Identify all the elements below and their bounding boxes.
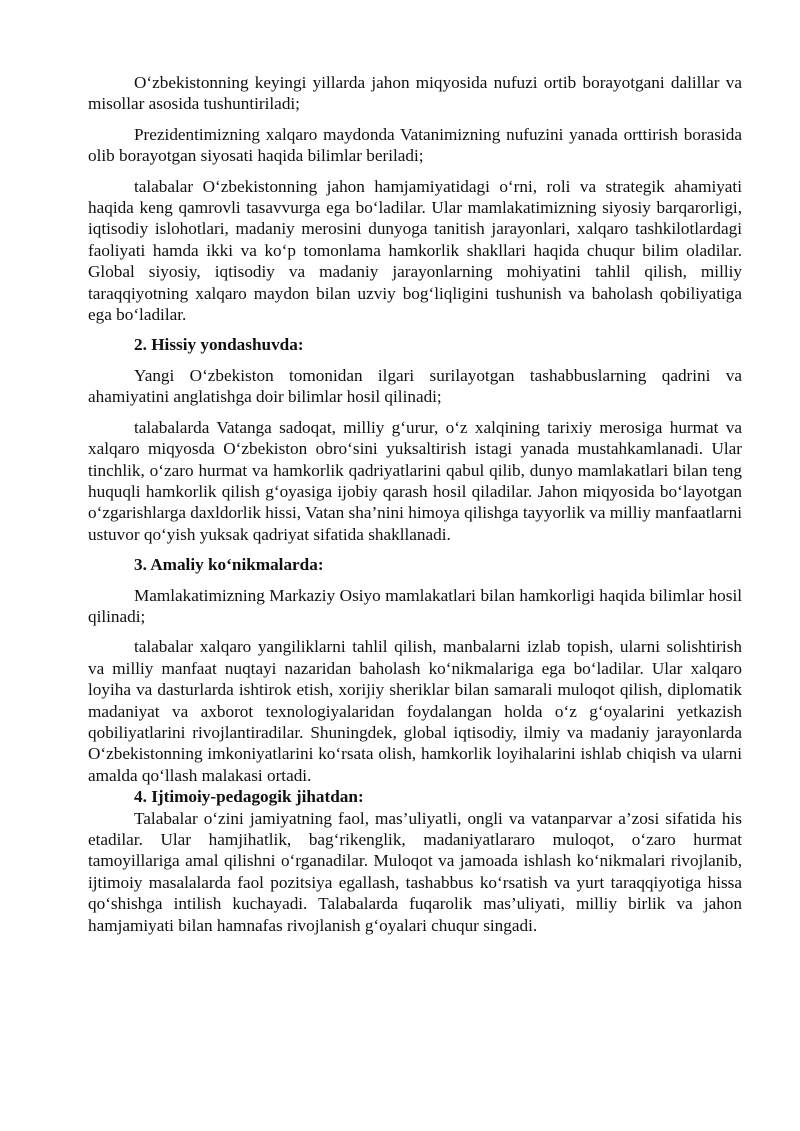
heading-emotional-approach: 2. Hissiy yondashuvda: <box>134 335 304 355</box>
paragraph-students-patriotism: talabalarda Vatanga sadoqat, milliy g‘urur, o‘z xalqining tarixiy merosiga hurmat va xalqaro miqyosda O‘zbekiston obro‘sini yuksaltirish istagi yanada mustahkamlanadi. Ular tinchlik, o‘zaro hurmat va hamkorlik qadriyatlarini qabul qilib, dunyo mamlakatlari bilan teng huquqli hamkorlik qilish g‘oyasiga ijobiy qarash hosil qiladilar. Jahon miqyosida bo‘layotgan o‘zgarishlarga daxldorlik hissi, Vatan sha’nini himoya qilishga tayyorlik va milliy manfaatlarni ustuvor qo‘yish yuksak qadriyat sifatida shakllanadi. <box>88 417 742 544</box>
document-page <box>88 72 742 945</box>
paragraph-students-knowledge: talabalar O‘zbekistonning jahon hamjamiyatidagi o‘rni, roli va strategik ahamiyati haqida keng qamrovli tasavvurga ega bo‘ladilar. Ular mamlakatimizning siyosiy barqarorligi, iqtisodiy islohotlari, madaniy merosini dunyoga tanitish jarayonlari, xalqaro tashkilotlardagi faoliyati hamda ikki va ko‘p tomonlama hamkorlik shakllari haqida chuqur bilim oladilar. Global siyosiy, iqtisodiy va madaniy jarayonlarning mohiyatini tahlil qilish, milliy taraqqiyotning xalqaro maydon bilan uzviy bog‘liqligini tushunish va baholash qobiliyatiga ega bo‘ladilar. <box>88 176 742 325</box>
heading-practical-skills: 3. Amaliy ko‘nikmalarda: <box>134 555 324 575</box>
heading-social-pedagogical: 4. Ijtimoiy-pedagogik jihatdan: <box>134 787 364 807</box>
paragraph-new-uzbekistan-initiatives: Yangi O‘zbekiston tomonidan ilgari surilayotgan tashabbuslarning qadrini va ahamiyatini anglatishga doir bilimlar hosil qilinadi; <box>88 365 742 407</box>
paragraph-students-skills: talabalar xalqaro yangiliklarni tahlil qilish, manbalarni izlab topish, ularni solishtirish va milliy manfaat nuqtayi nazaridan baholash ko‘nikmalariga ega bo‘ladilar. Ular xalqaro loyiha va dasturlarda ishtirok etish, xorijiy sheriklar bilan samarali muloqot qilish, diplomatik madaniyat va axborot texnologiyalaridan foydalangan holda o‘z g‘oyalarini yetkazish qobiliyatlarini rivojlantiradilar. Shuningdek, global iqtisodiy, ilmiy va madaniy jarayonlarda O‘zbekistonning imkoniyatlarini ko‘rsata olish, hamkorlik loyihalarini ishlab chiqish va ularni amalda qo‘llash malakasi ortadi. <box>88 637 742 785</box>
paragraph-central-asia-cooperation: Mamlakatimizning Markaziy Osiyo mamlakatlari bilan hamkorligi haqida bilimlar hosil qilinadi; <box>88 585 742 626</box>
paragraph-president-policy: Prezidentimizning xalqaro maydonda Vatanimizning nufuzini yanada orttirish borasida olib borayotgan siyosati haqida bilimlar beriladi; <box>88 124 742 166</box>
paragraph-students-social-role: Talabalar o‘zini jamiyatning faol, mas’uliyatli, ongli va vatanparvar a’zosi sifatida his etadilar. Ular hamjihatlik, bag‘rikenglik, madaniyatlararo muloqot, o‘zaro hurmat tamoyillariga amal qilishni o‘rganadilar. Muloqot va jamoada ishlash ko‘nikmalari rivojlanib, ijtimoiy masalalarda faol pozitsiya egallash, tashabbus ko‘rsatish va yurt taraqqiyotiga hissa qo‘shishga intilish kuchayadi. Talabalarda fuqarolik mas’uliyati, milliy birlik va jahon hamjamiyati bilan hamnafas rivojlanish g‘oyalari chuqur singadi. <box>88 808 742 935</box>
paragraph-world-standing: O‘zbekistonning keyingi yillarda jahon miqyosida nufuzi ortib borayotgani dalillar va misollar asosida tushuntiriladi; <box>88 73 742 114</box>
